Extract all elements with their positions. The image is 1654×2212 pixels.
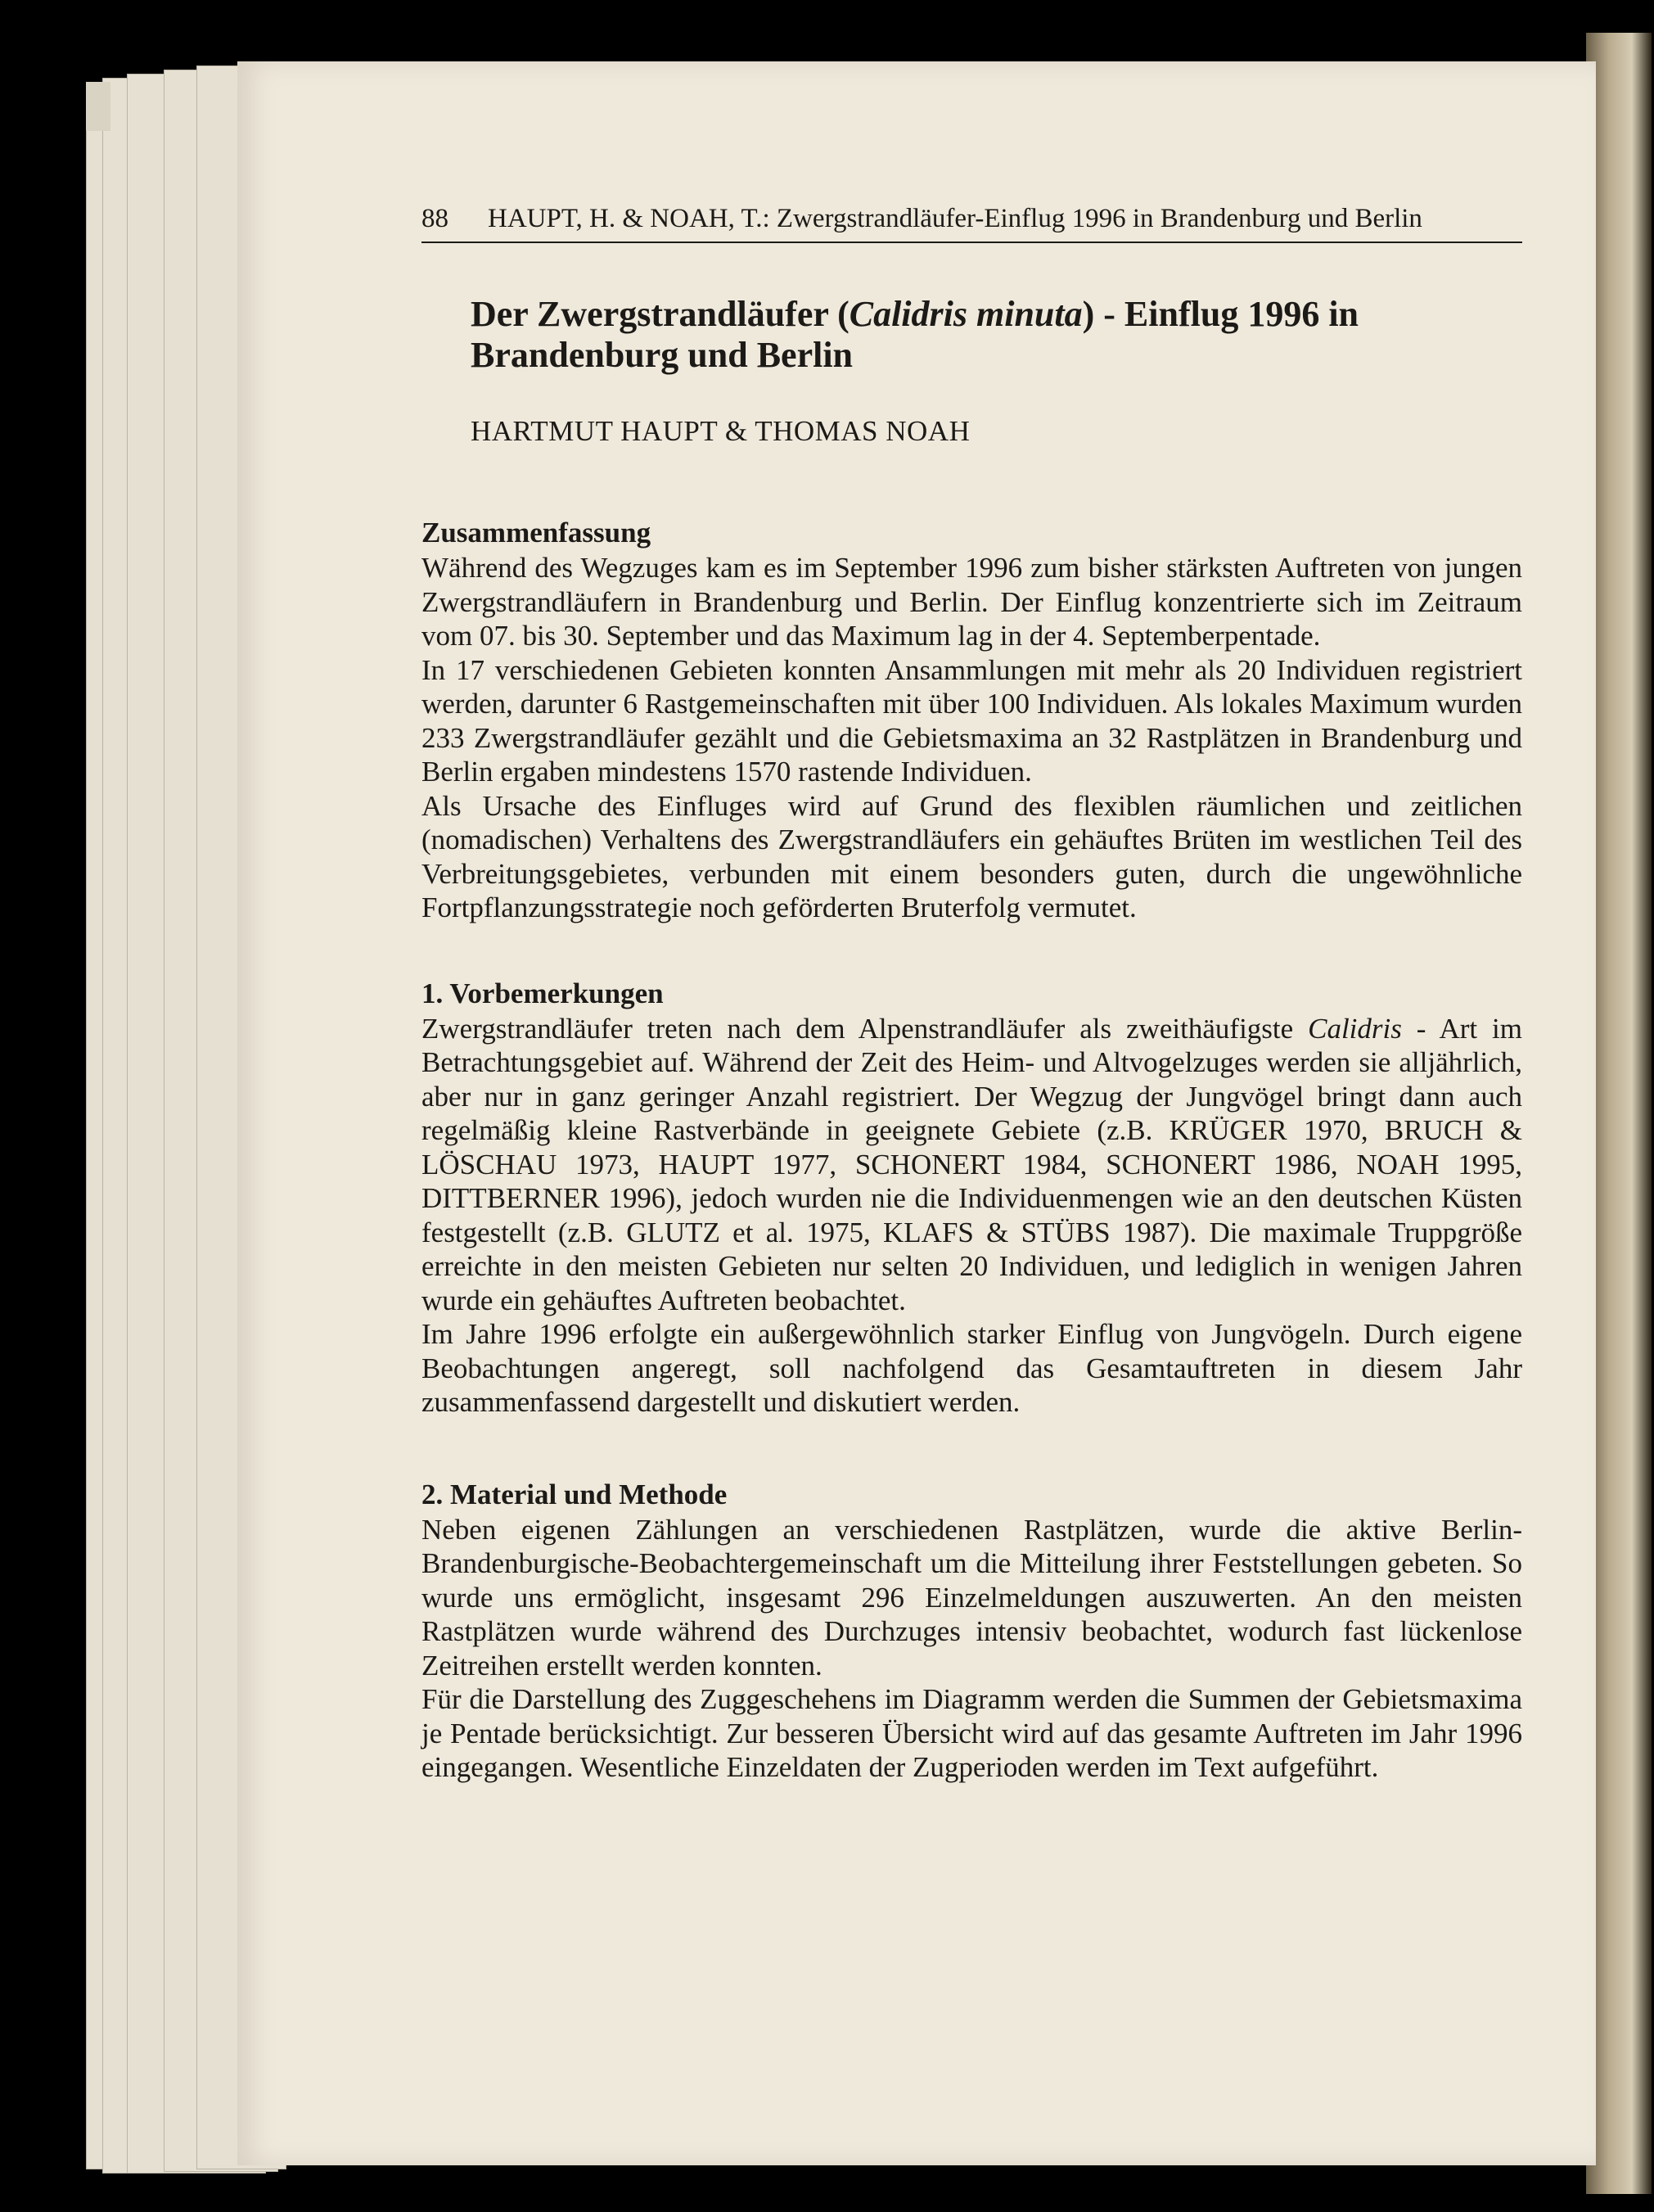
summary-paragraph-3: Als Ursache des Einfluges wird auf Grund des flexiblen räumlichen und zeitlichen (nomadischen) Verhaltens des Zwergstrandläufers ein gehäuftes Brüten im westlichen Teil des Verbreitungsgebietes, verbunden mit einem besonders guten, durch die ungewöhnliche Fortpflanzungsstrategie noch geförderten Bruterfolg vermutet. <box>421 789 1522 923</box>
book-page <box>237 61 1596 2165</box>
running-head <box>421 201 1522 243</box>
page-edge-top <box>86 82 110 131</box>
summary-paragraph-1: Während des Wegzuges kam es im September 1996 zum bisher stärksten Auftreten von jungen Zwergstrandläufern in Brandenburg und Berlin. Der Einflug konzentrierte sich im Zeitraum vom 07. bis 30. September und das Maximum lag in der 4. Septemberpentade. <box>421 552 1522 652</box>
section-2-paragraph-2: Für die Darstellung des Zuggeschehens im Diagramm werden die Summen der Gebietsmaxima je Pentade berücksichtigt. Zur besseren Übersicht wird auf das gesamte Auftreten im Jahr 1996 eingegangen. Wesentliche Einzeldaten der Zugperioden werden im Text aufgeführt. <box>421 1683 1522 1783</box>
summary-paragraph-2: In 17 verschiedenen Gebieten konnten Ansammlungen mit mehr als 20 Individuen registriert werden, darunter 6 Rastgemeinschaften mit über 100 Individuen. Als lokales Maximum wurden 233 Zwergstrandläufer gezählt und die Gebietsmaxima an 32 Rastplätzen in Brandenburg und Berlin ergaben mindestens 1570 rastende Individuen. <box>421 653 1522 788</box>
section-2-paragraph-1: Neben eigenen Zählungen an verschiedenen Rastplätzen, wurde die aktive Berlin-Brandenburgische-Beobachtergemeinschaft um die Mitteilung ihrer Feststellungen gebeten. So wurde uns ermöglicht, insgesamt 296 Einzelmeldungen auszuwerten. An den meisten Rastplätzen wurde während des Durchzuges intensiv beobachtet, wodurch fast lückenlose Zeitreihen erstellt werden konnten. <box>421 1513 1522 1682</box>
title-part-2: ) - Einflug 1996 in Brandenburg und Berlin <box>471 294 1359 375</box>
title-part-1: Der Zwergstrandläufer ( <box>471 294 850 334</box>
page-content <box>421 201 1522 1785</box>
running-head-text: HAUPT, H. & NOAH, T.: Zwergstrandläufer-Einflug 1996 in Brandenburg und Berlin <box>488 204 1422 233</box>
article-title <box>471 294 1371 376</box>
article-authors: HARTMUT HAUPT & THOMAS NOAH <box>471 415 971 447</box>
section-1-paragraph-1 <box>421 1012 1522 1318</box>
section-1-heading: 1. Vorbemerkungen <box>421 977 664 1009</box>
section-1-p1-after: - Art im Betrachtungsgebiet auf. Während der Zeit des Heim- und Altvogelzuges werden sie alljährlich, aber nur in ganz geringer Anzahl registriert. Der Wegzug der Jungvögel bringt dann auch regelmäßig kleine Rastverbände in geeignete Gebiete (z.B. KRÜGER 1970, BRUCH & LÖSCHAU 1973, HAUPT 1977, SCHONERT 1984, SCHONERT 1986, NOAH 1995, DITTBERNER 1996), jedoch wurden nie die Individuenmengen wie an den deutschen Küsten festgestellt (z.B. GLUTZ et al. 1975, KLAFS & STÜBS 1987). Die maximale Truppgröße erreichte in den meisten Gebieten nur selten 20 Individuen, und lediglich in wenigen Jahren wurde ein gehäuftes Auftreten beobachtet. <box>421 1012 1523 1316</box>
section-1-paragraph-2: Im Jahre 1996 erfolgte ein außergewöhnlich starker Einflug von Jungvögeln. Durch eigene Beobachtungen angeregt, soll nachfolgend das Gesamtauftreten in diesem Jahr zusammenfassend dargestellt und diskutiert werden. <box>421 1318 1522 1418</box>
section-1-genus-name: Calidris <box>1308 1012 1402 1045</box>
summary-heading: Zusammenfassung <box>421 517 651 548</box>
title-species-name: Calidris minuta <box>849 294 1083 334</box>
book-gutter <box>1586 33 1652 2194</box>
section-2-heading: 2. Material und Methode <box>421 1478 728 1510</box>
page-number: 88 <box>421 204 448 233</box>
section-1-p1-before: Zwergstrandläufer treten nach dem Alpenstrandläufer als zweithäufigste <box>421 1012 1309 1045</box>
